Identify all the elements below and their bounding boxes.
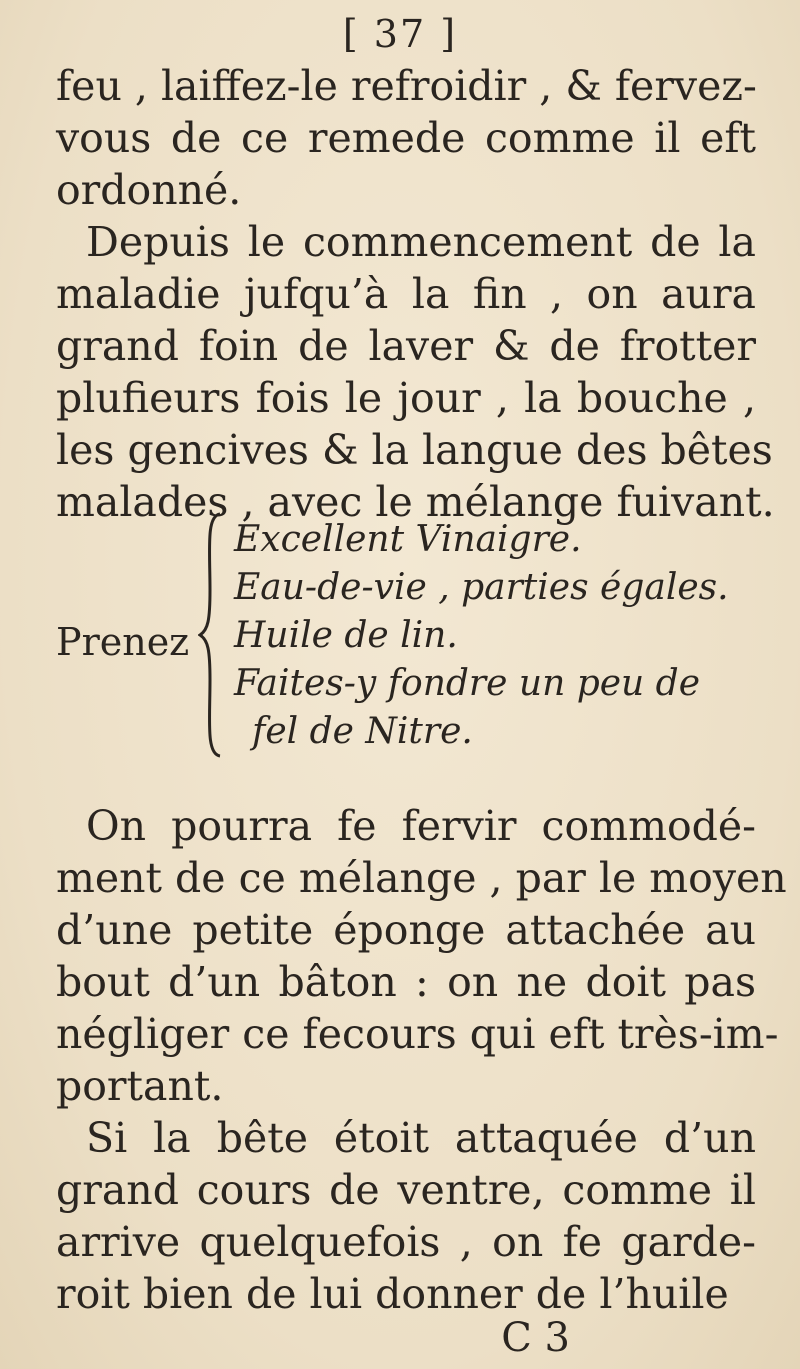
paragraph4-line-4: roit bien de lui donner de l’huile (56, 1270, 729, 1318)
paragraph3-line-3: d’une petite éponge attachée au (56, 906, 756, 954)
recipe-block (56, 510, 776, 770)
paragraph2-line-5: les gencives & la langue des bêtes (56, 426, 773, 474)
paragraph4-line-1: Si la bête étoit attaquée d’un (86, 1114, 756, 1162)
page-number: [ 37 ] (342, 12, 458, 56)
paragraph4-line-3: arrive quelquefois , on fe garde- (56, 1218, 756, 1266)
paragraph3-line-2: ment de ce mélange , par le moyen (56, 854, 787, 902)
paragraph1-line-3: ordonné. (56, 166, 242, 214)
paragraph2-line-3: grand foin de laver & de frotter (56, 322, 756, 370)
paragraph3-line-6: portant. (56, 1062, 224, 1110)
paragraph2-line-4: plufieurs fois le jour , la bouche , (56, 374, 756, 422)
paragraph2-line-2: maladie jufqu’à la fin , on aura (56, 270, 756, 318)
paragraph3-line-4: bout d’un bâton : on ne doit pas (56, 958, 756, 1006)
paragraph1-line-1: feu , laiffez-le refroidir , & fervez- (56, 62, 757, 110)
paragraph4-line-2: grand cours de ventre, comme il (56, 1166, 756, 1214)
ingredient-2: Eau-de-vie , parties égales. (234, 567, 729, 608)
recipe-prenez: Prenez (56, 620, 190, 664)
ingredient-1: Excellent Vinaigre. (234, 519, 582, 560)
paragraph1-line-2: vous de ce remede comme il eft (56, 114, 756, 162)
ingredient-3: Huile de lin. (234, 615, 458, 656)
paragraph3-line-5: négliger ce fecours qui eft très-im- (56, 1010, 779, 1058)
signature-mark: C 3 (501, 1315, 570, 1361)
paragraph2-line-6: malades , avec le mélange fuivant. (56, 478, 775, 526)
paragraph3-line-1: On pourra fe fervir commodé- (86, 802, 756, 850)
ingredient-4: Faites-y fondre un peu de (234, 663, 701, 704)
paragraph2-line-1: Depuis le commencement de la (86, 218, 756, 266)
ingredient-5: fel de Nitre. (252, 711, 473, 752)
curly-brace-icon (198, 510, 222, 760)
